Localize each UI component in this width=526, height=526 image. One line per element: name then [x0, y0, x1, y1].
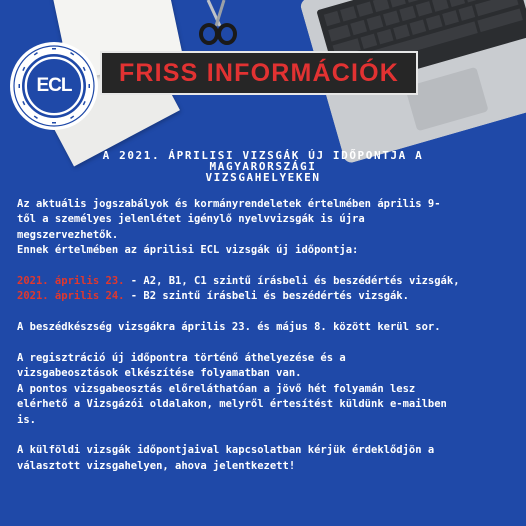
body-line: elérhető a Vizsgázói oldalakon, melyről értesítést küldünk e-mailben — [17, 398, 447, 411]
body-line: választott vizsgahelyen, ahova jelentkezett! — [17, 459, 296, 472]
exam-date-line — [17, 289, 513, 304]
exam-date-desc: - B2 szintű írásbeli és beszédértés vizsgák. — [124, 290, 409, 303]
spacer — [17, 428, 513, 443]
heading-line-3: VIZSGAHELYEKEN — [205, 171, 321, 184]
body-line: A külföldi vizsgák időpontjaival kapcsolatban kérjük érdeklődjön a — [17, 444, 435, 457]
body-line: A regisztráció új időpontra történő áthelyezése és a — [17, 352, 346, 365]
exam-date-line — [17, 274, 513, 289]
seal-center: ECL — [24, 56, 84, 116]
body-line: megszervezhetők. — [17, 228, 119, 241]
ecl-seal-icon — [10, 42, 98, 130]
body-line: Ennek értelmében az áprilisi ECL vizsgák új időpontja: — [17, 244, 359, 257]
body-line: A beszédkészség vizsgákra április 23. és május 8. között kerül sor. — [17, 321, 441, 334]
heading-line-1: A 2021. ÁPRILISI VIZSGÁK ÚJ IDŐPONTJA A — [102, 149, 424, 162]
body-line: A pontos vizsgabeosztás előreláthatóan a jövő hét folyamán lesz — [17, 382, 416, 395]
body-line: től a személyes jelenlétet igénylő nyelvvizsgák is újra — [17, 213, 365, 226]
spacer — [17, 259, 513, 274]
exam-date: 2021. április 23. — [17, 275, 125, 288]
exam-date-desc: - A2, B1, C1 szintű írásbeli és beszédértés vizsgák, — [124, 275, 460, 288]
spacer — [17, 336, 513, 351]
seal-ring-icon — [10, 42, 98, 130]
exam-date: 2021. április 24. — [17, 290, 125, 303]
body-line: vizsgabeosztások elkészítése folyamatban van. — [17, 367, 302, 380]
scissors-icon — [198, 0, 238, 46]
title-banner — [100, 51, 418, 95]
announcement-body — [17, 197, 513, 474]
banner-title: FRISS INFORMÁCIÓK — [118, 58, 400, 87]
heading-line-2: MAGYARORSZÁGI — [209, 160, 317, 173]
body-line: Az aktuális jogszabályok és kormányrendeletek értelmében április 9- — [17, 198, 441, 210]
body-line: is. — [17, 413, 36, 426]
section-heading — [70, 150, 456, 183]
spacer — [17, 305, 513, 320]
